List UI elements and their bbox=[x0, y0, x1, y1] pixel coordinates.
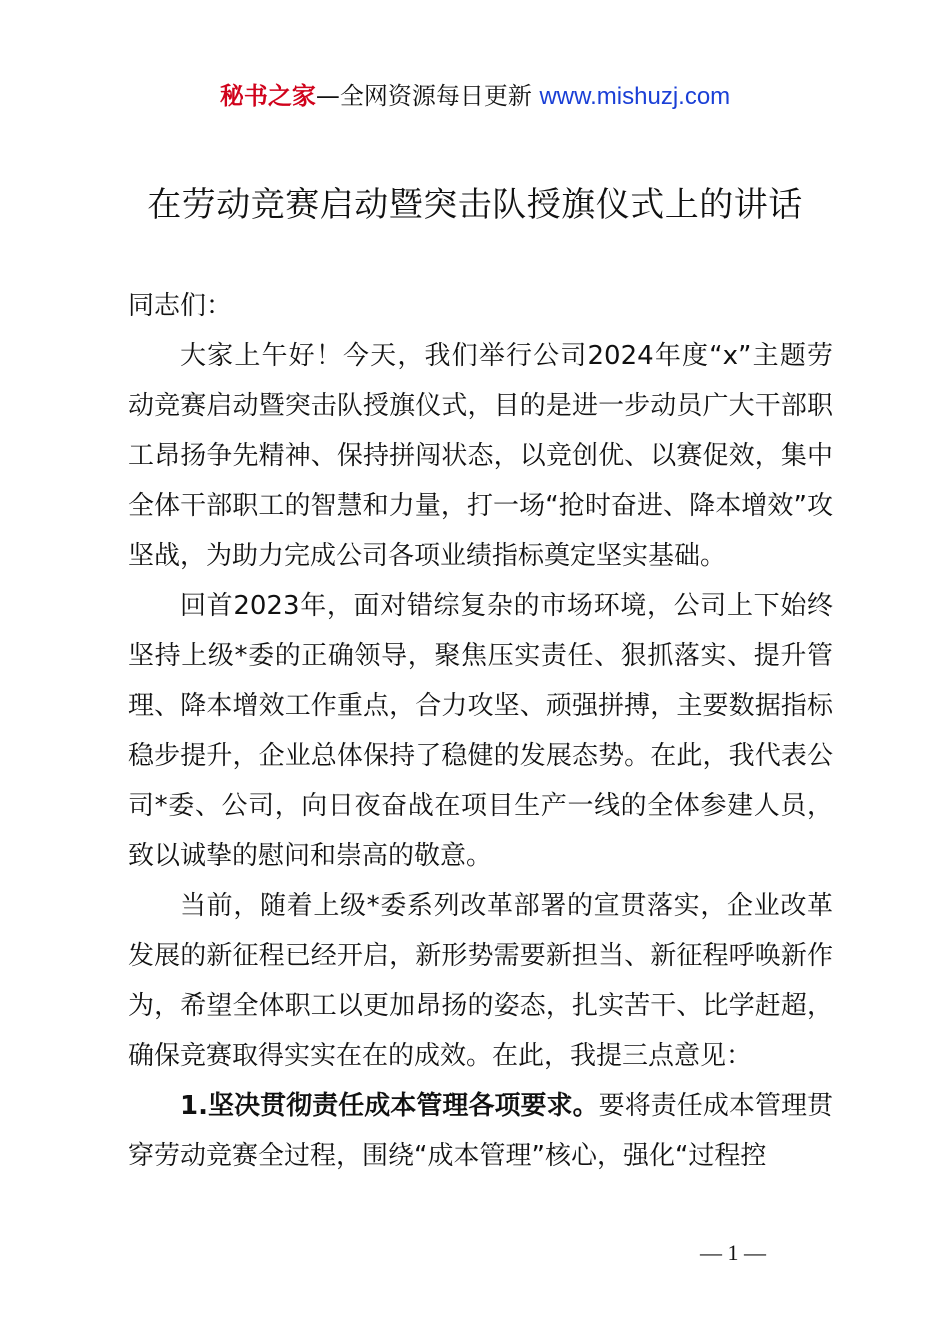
document-title: 在劳动竞赛启动暨突击队授旗仪式上的讲话 bbox=[147, 185, 803, 225]
site-tagline: —全网资源每日更新 bbox=[315, 82, 532, 110]
site-header bbox=[0, 76, 950, 117]
point-1-text: 要将责任成本管理贯穿劳动竞赛全过程，围绕“成本管理”核心，强化“过程控 bbox=[128, 1091, 833, 1171]
paragraph-point-1 bbox=[128, 1081, 833, 1181]
point-1-heading: 1.坚决贯彻责任成本管理各项要求。 bbox=[180, 1091, 599, 1121]
salutation: 同志们： bbox=[128, 291, 233, 321]
paragraph-review: 回首2023年，面对错综复杂的市场环境，公司上下始终坚持上级*委的正确领导，聚焦压实责任、狠抓落实、提升管理、降本增效工作重点，合力攻坚、顽强拼搏，主要数据指标稳步提升，企业总体保持了稳健的发展态势。在此，我代表公司*委、公司，向日夜奋战在项目生产一线的全体参建人员，致以诚挚的慰问和崇高的敬意。 bbox=[128, 591, 833, 871]
site-brand: 秘书之家 bbox=[219, 82, 316, 110]
paragraph-current: 当前，随着上级*委系列改革部署的宣贯落实，企业改革发展的新征程已经开启，新形势需要新担当、新征程呼唤新作为，希望全体职工以更加昂扬的姿态，扎实苦干、比学赶超，确保竞赛取得实实在在的成效。在此，我提三点意见： bbox=[128, 891, 833, 1071]
document-body bbox=[128, 281, 833, 1181]
site-url[interactable]: www.mishuzj.com bbox=[539, 83, 731, 110]
paragraph-opening: 大家上午好！今天，我们举行公司2024年度“x”主题劳动竞赛启动暨突击队授旗仪式，目的是进一步动员广大干部职工昂扬争先精神、保持拼闯状态，以竞创优、以赛促效，集中全体干部职工的智慧和力量，打一场“抢时奋进、降本增效”攻坚战，为助力完成公司各项业绩指标奠定坚实基础。 bbox=[128, 341, 833, 571]
page-number: — 1 — bbox=[700, 1240, 766, 1265]
